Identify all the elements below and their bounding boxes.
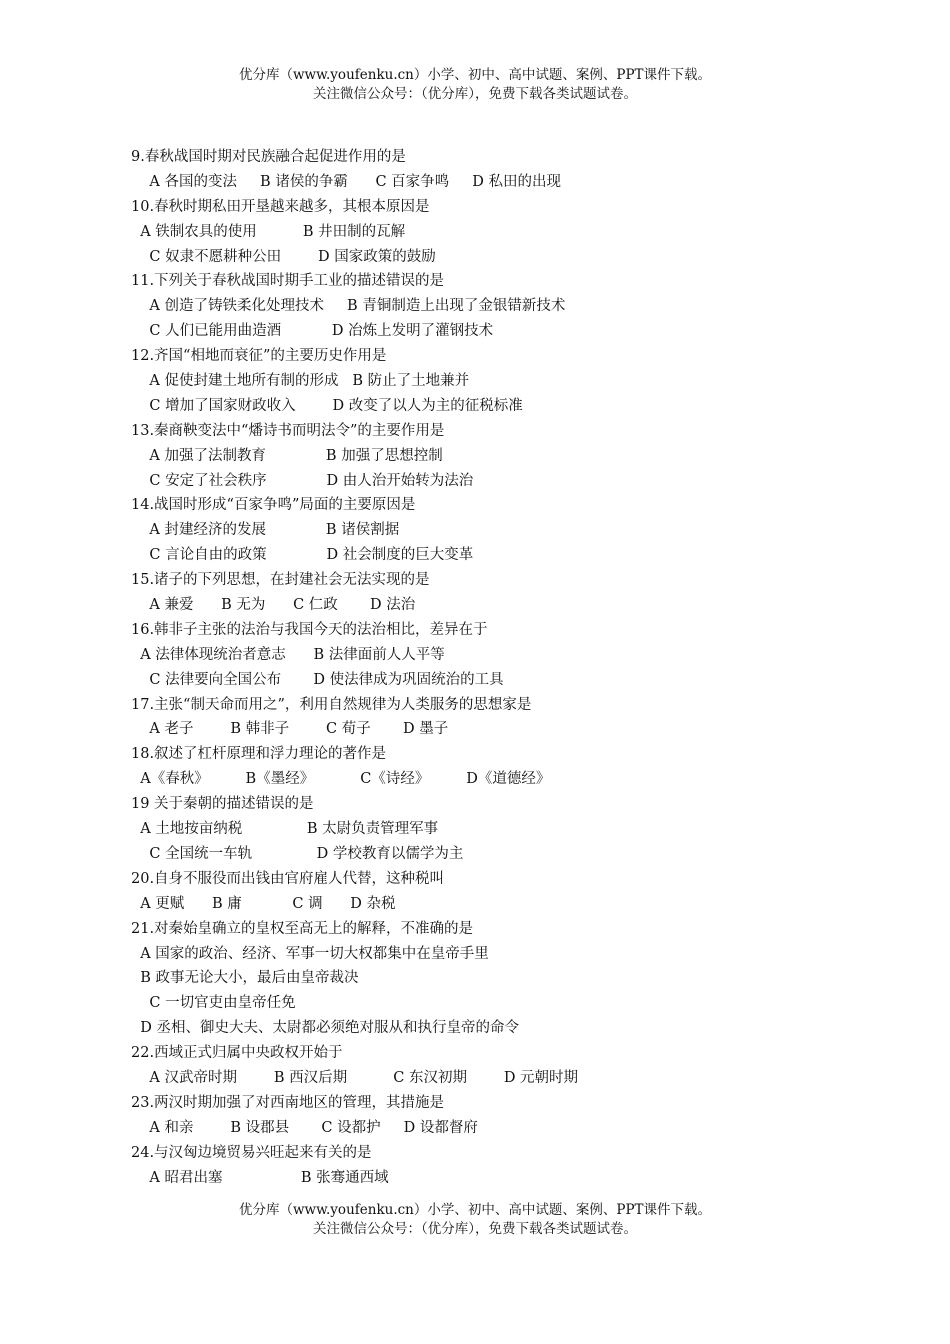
text-line: 18.叙述了杠杆原理和浮力理论的著作是 [131, 746, 387, 763]
question-list [131, 145, 891, 1190]
page-header [0, 66, 950, 104]
header-line-2: 关注微信公众号：（优分库），免费下载各类试题试卷。 [313, 86, 637, 102]
text-line: A 国家的政治、经济、军事一切大权都集中在皇帝手里 [131, 945, 489, 962]
text-line: A 加强了法制教育 B 加强了思想控制 [131, 447, 443, 464]
text-line: A 各国的变法 B 诸侯的争霸 C 百家争鸣 D 私田的出现 [131, 173, 561, 190]
text-line: 10.春秋时期私田开垦越来越多，其根本原因是 [131, 198, 430, 215]
text-line: A 土地按亩纳税 B 太尉负责管理军事 [131, 821, 439, 838]
text-line: A 昭君出塞 B 张骞通西域 [131, 1169, 389, 1186]
text-line: C 言论自由的政策 D 社会制度的巨大变革 [131, 547, 474, 564]
text-line: 13.秦商鞅变法中“燔诗书而明法令”的主要作用是 [131, 422, 445, 439]
footer-line-1: 优分库（www.youfenku.cn）小学、初中、高中试题、案例、PPT课件下载。 [238, 1202, 712, 1218]
text-line: A 创造了铸铁柔化处理技术 B 青铜制造上出现了金银错新技术 [131, 298, 566, 315]
text-line: A 更赋 B 庸 C 调 D 杂税 [131, 895, 396, 912]
text-line: C 安定了社会秩序 D 由人治开始转为法治 [131, 472, 474, 489]
text-line: C 增加了国家财政收入 D 改变了以人为主的征税标准 [131, 397, 523, 414]
text-line: C 一切官吏由皇帝任免 [131, 995, 296, 1012]
text-line: A 汉武帝时期 B 西汉后期 C 东汉初期 D 元朝时期 [131, 1069, 579, 1086]
text-line: 16.韩非子主张的法治与我国今天的法治相比，差异在于 [131, 621, 488, 638]
text-line: D 丞相、御史大夫、太尉都必须绝对服从和执行皇帝的命令 [131, 1020, 519, 1037]
text-line: 14.战国时形成“百家争鸣”局面的主要原因是 [131, 497, 416, 514]
text-line: 20.自身不服役而出钱由官府雇人代替，这种税叫 [131, 870, 445, 887]
text-line: 24.与汉匈边境贸易兴旺起来有关的是 [131, 1144, 372, 1161]
text-line: C 奴隶不愿耕种公田 D 国家政策的鼓励 [131, 248, 436, 265]
header-line-1: 优分库（www.youfenku.cn）小学、初中、高中试题、案例、PPT课件下载。 [238, 67, 712, 83]
text-line: C 法律要向全国公布 D 使法律成为巩固统治的工具 [131, 671, 504, 688]
text-line: 12.齐国“相地而衰征”的主要历史作用是 [131, 348, 387, 365]
text-line: A 铁制农具的使用 B 井田制的瓦解 [131, 223, 406, 240]
text-line: A《春秋》 B《墨经》 C《诗经》 D《道德经》 [131, 771, 551, 788]
text-line: 17.主张“制天命而用之”，利用自然规律为人类服务的思想家是 [131, 696, 532, 713]
text-line: 11.下列关于春秋战国时期手工业的描述错误的是 [131, 273, 445, 290]
footer-line-2: 关注微信公众号：（优分库），免费下载各类试题试卷。 [313, 1221, 637, 1237]
text-line: 9.春秋战国时期对民族融合起促进作用的是 [131, 149, 406, 165]
text-line: A 兼爱 B 无为 C 仁政 D 法治 [131, 597, 416, 614]
text-line: A 法律体现统治者意志 B 法律面前人人平等 [131, 646, 445, 663]
text-line: A 和亲 B 设郡县 C 设都护 D 设都督府 [131, 1119, 478, 1136]
text-line: 22.西域正式归属中央政权开始于 [131, 1045, 343, 1062]
text-line: 23.两汉时期加强了对西南地区的管理，其措施是 [131, 1094, 445, 1111]
text-line: B 政事无论大小，最后由皇帝裁决 [131, 970, 359, 987]
text-line: A 老子 B 韩非子 C 荀子 D 墨子 [131, 721, 449, 738]
text-line: 19 关于秦朝的描述错误的是 [131, 796, 314, 813]
page-footer [0, 1201, 950, 1239]
text-line: A 促使封建土地所有制的形成 B 防止了土地兼并 [131, 373, 470, 390]
text-line: C 全国统一车轨 D 学校教育以儒学为主 [131, 845, 464, 862]
text-line: A 封建经济的发展 B 诸侯割据 [131, 522, 400, 539]
text-line: 15.诸子的下列思想，在封建社会无法实现的是 [131, 572, 430, 589]
text-line: 21.对秦始皇确立的皇权至高无上的解释，不准确的是 [131, 920, 474, 937]
text-line: C 人们已能用曲造酒 D 冶炼上发明了灌钢技术 [131, 323, 494, 340]
